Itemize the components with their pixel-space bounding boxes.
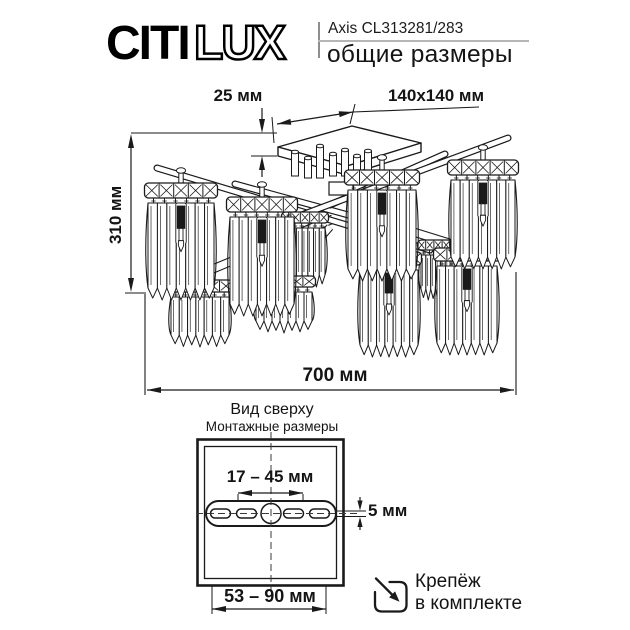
hardware-note-line1: Крепёж: [415, 571, 481, 592]
dim-bracket-length-range: 53 – 90 мм: [224, 586, 316, 606]
logo-citi-text: CITI: [106, 17, 189, 70]
logo-lux-text: LUX: [194, 17, 284, 70]
dim-canopy-height: 25 мм: [213, 86, 263, 105]
dim-total-width: 700 мм: [302, 365, 368, 386]
dim-holes-range: 17 – 45 мм: [226, 467, 314, 486]
hardware-note-line2: в комплекте: [415, 593, 523, 614]
dim-total-height: 310 мм: [106, 185, 126, 245]
dim-canopy-size: 140x140 мм: [387, 86, 485, 105]
top-view-title: Вид сверху: [230, 401, 314, 418]
crystal-lampshades: [145, 145, 519, 357]
model-number: Axis CL313281/283: [328, 20, 464, 37]
mounting-dims-subtitle: Монтажные размеры: [205, 419, 339, 434]
page-subtitle: общие размеры: [327, 41, 513, 68]
dim-bracket-thickness: 5 мм: [368, 501, 408, 520]
hardware-included-icon: [375, 579, 407, 612]
